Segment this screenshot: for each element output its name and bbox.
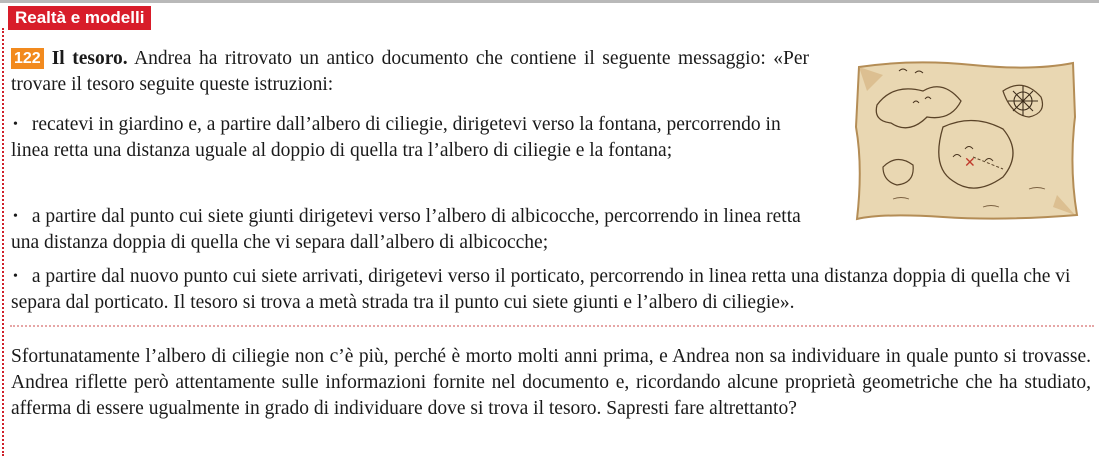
exercise-intro [11, 46, 809, 98]
bullet-icon: • [13, 269, 18, 284]
exercise-number-badge: 122 [11, 48, 44, 69]
step-text: a partire dal nuovo punto cui siete arrivati, dirigetevi verso il porticato, percorrendo in linea retta una distanza doppia di quella che vi separa dal porticato. Il tesoro si trova a metà strada tra il punto cui siete giunti e l’albero di ciliegie». [11, 266, 1071, 313]
top-rule [0, 0, 1099, 3]
step-text: a partire dal punto cui siete giunti dirigetevi verso l’albero di albicocche, percorrendo in linea retta una distanza doppia di quella che vi separa dall’albero di albicocche; [11, 206, 801, 253]
x-marker: ✕ [964, 155, 976, 171]
treasure-map-illustration [853, 57, 1079, 222]
instruction-step-2 [11, 204, 809, 256]
instruction-step-1 [11, 112, 809, 164]
bullet-icon: • [13, 117, 18, 132]
dotted-separator [10, 325, 1094, 327]
bullet-icon: • [13, 209, 18, 224]
exercise-title: Il tesoro. [51, 48, 128, 69]
instruction-step-3 [11, 264, 1091, 316]
exercise-conclusion: Sfortunatamente l’albero di ciliegie non c’è più, perché è morto molti anni prima, e Andrea non sa individuare in quale punto si trovasse. Andrea riflette però attentamente sulle informazioni fornite nel documento e, ricordando alcune proprietà geometriche che ha studiato, afferma di essere ugualmente in grado di individuare dove si trova il tesoro. Sapresti fare altrettanto? [11, 346, 1091, 419]
section-tag: Realtà e modelli [8, 6, 151, 30]
exercise-intro-text: Andrea ha ritrovato un antico documento che contiene il seguente messaggio: «Per trovare il tesoro seguite queste istruzioni: [11, 48, 809, 95]
step-text: recatevi in giardino e, a partire dall’albero di ciliegie, dirigetevi verso la fontana, percorrendo in linea retta una distanza uguale al doppio di quella tra l’albero di ciliegie e la fontana; [11, 114, 781, 161]
left-margin-rule [2, 28, 4, 456]
treasure-map-icon [853, 57, 1079, 222]
